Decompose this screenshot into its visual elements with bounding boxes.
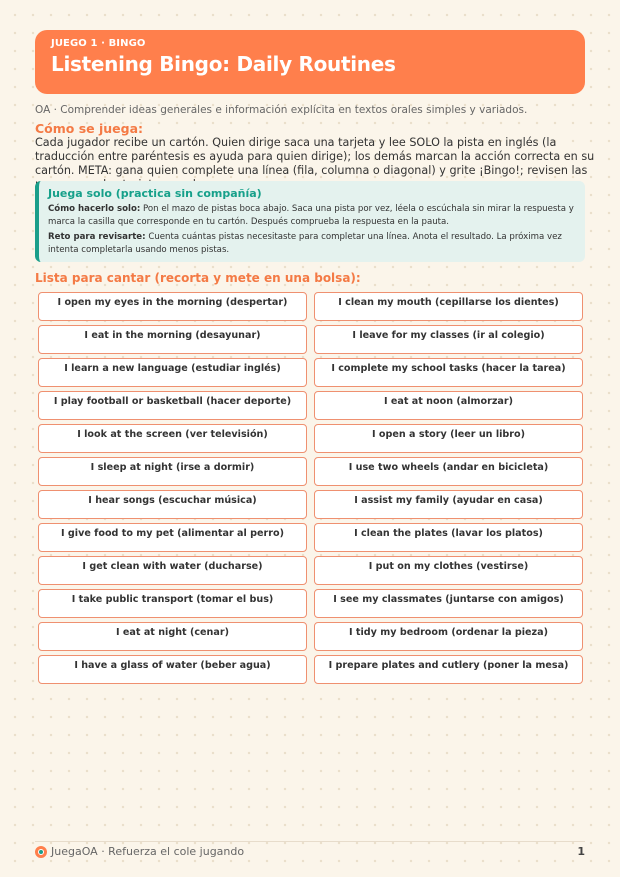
solo-challenge [48, 231, 575, 256]
footer-brand [35, 845, 244, 858]
bingo-clue-card: I assist my family (ayudar en casa) [314, 490, 583, 519]
page-footer [35, 841, 585, 858]
bingo-clue-card: I look at the screen (ver televisión) [38, 424, 307, 453]
learning-objective: OA · Comprender ideas generales e información explícita en textos orales simples y variados. [35, 104, 528, 116]
juegaoa-logo-icon [35, 846, 47, 858]
bingo-clue-card: I prepare plates and cutlery (poner la mesa) [314, 655, 583, 684]
solo-challenge-text: Cuenta cuántas pistas necesitaste para completar una línea. Anota el resultado. La próxima vez intenta completarla usando menos pistas. [48, 232, 562, 255]
bingo-clue-card: I play football or basketball (hacer deporte) [38, 391, 307, 420]
bingo-clue-card: I hear songs (escuchar música) [38, 490, 307, 519]
how-to-play-text: Cada jugador recibe un cartón. Quien dirige saca una tarjeta y lee SOLO la pista en inglés (la traducción entre paréntesis es ayuda para quien dirige); los demás marcan la acción correcta en su cartón. META: gana quien complete una línea (fila, columna o diagonal) y grite ¡Bingo!; revisen las [35, 136, 595, 177]
bingo-clue-card: I clean my mouth (cepillarse los dientes) [314, 292, 583, 321]
bingo-clue-card: I have a glass of water (beber agua) [38, 655, 307, 684]
page-title: Listening Bingo: Daily Routines [51, 52, 396, 76]
bingo-clue-card: I put on my clothes (vestirse) [314, 556, 583, 585]
bingo-clue-card: I take public transport (tomar el bus) [38, 589, 307, 618]
calling-list-title: Lista para cantar (recorta y mete en una bolsa): [35, 271, 361, 285]
bingo-clue-card: I complete my school tasks (hacer la tarea) [314, 358, 583, 387]
bingo-clue-card: I use two wheels (andar en bicicleta) [314, 457, 583, 486]
solo-instructions-label: Cómo hacerlo solo: [48, 204, 141, 214]
bingo-clue-card: I learn a new language (estudiar inglés) [38, 358, 307, 387]
solo-play-title: Juega solo (practica sin compañía) [48, 187, 262, 200]
footer-brand-text: JuegaOA · Refuerza el cole jugando [51, 845, 245, 858]
solo-instructions-text: Pon el mazo de pistas boca abajo. Saca una pista por vez, léela o escúchala sin mirar la respuesta y marca la casilla que corresponde en tu cartón. Después comprueba la respuesta en la pauta. [48, 204, 574, 227]
bingo-clue-card: I leave for my classes (ir al colegio) [314, 325, 583, 354]
solo-challenge-label: Reto para revisarte: [48, 232, 146, 242]
bingo-clue-card: I eat in the morning (desayunar) [38, 325, 307, 354]
bingo-clue-card: I get clean with water (ducharse) [38, 556, 307, 585]
bingo-clue-card: I eat at night (cenar) [38, 622, 307, 651]
bingo-clue-card: I clean the plates (lavar los platos) [314, 523, 583, 552]
page-number: 1 [577, 845, 585, 858]
bingo-card-grid [38, 292, 583, 684]
game-kicker: JUEGO 1 · BINGO [51, 38, 146, 49]
page-header [35, 30, 585, 94]
bingo-clue-card: I see my classmates (juntarse con amigos) [314, 589, 583, 618]
solo-instructions [48, 203, 575, 228]
bingo-clue-card: I open my eyes in the morning (despertar) [38, 292, 307, 321]
bingo-clue-card: I tidy my bedroom (ordenar la pieza) [314, 622, 583, 651]
bingo-clue-card: I give food to my pet (alimentar al perro) [38, 523, 307, 552]
bingo-clue-card: I open a story (leer un libro) [314, 424, 583, 453]
bingo-clue-card: I eat at noon (almorzar) [314, 391, 583, 420]
solo-play-box [35, 181, 585, 262]
how-to-play-title: Cómo se juega: [35, 121, 144, 136]
bingo-clue-card: I sleep at night (irse a dormir) [38, 457, 307, 486]
